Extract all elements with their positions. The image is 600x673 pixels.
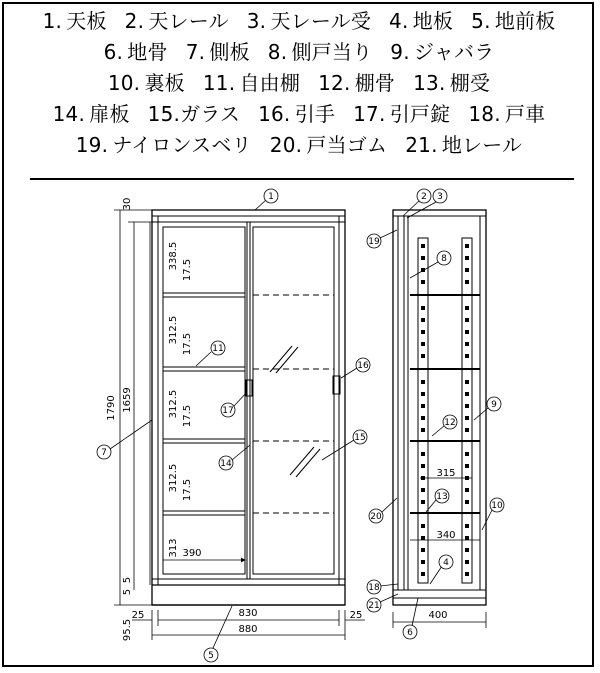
callout-6 [403,598,418,639]
svg-text:4: 4 [443,558,449,568]
legend-item: 2. 天レール [124,9,229,33]
callout-7 [97,420,152,459]
dim-base-height: 95.5 [122,618,133,642]
legend-item: 7. 側板 [185,40,250,64]
callout-12 [432,415,457,436]
callout-17 [221,392,247,417]
svg-text:19: 19 [368,237,380,247]
dim-top-board: 30 [122,197,133,211]
legend-item: 3. 天レール受 [246,9,372,33]
legend-item: 11. 自由棚 [202,71,301,95]
svg-text:14: 14 [220,459,232,469]
svg-text:7: 7 [101,448,107,458]
legend-item: 17. 引戸錠 [353,102,451,126]
dim-shelf-thickness: 17.5 [182,478,193,502]
svg-text:15: 15 [354,433,366,443]
svg-text:2: 2 [421,192,427,202]
dim-side-shelf-depth: 340 [436,530,456,541]
legend-item: 21. 地レール [405,133,523,157]
dim-shelf-space: 312.5 [168,315,179,345]
legend-item: 1. 天板 [42,9,107,33]
callout-2 [403,189,431,216]
svg-text:13: 13 [436,492,448,502]
side-view [393,210,486,605]
legend-item: 14. 扉板 [52,102,130,126]
svg-text:5: 5 [208,651,214,661]
dim-inner-height: 1659 [122,387,133,413]
svg-text:20: 20 [370,512,382,522]
svg-text:18: 18 [368,583,380,593]
callout-10 [482,498,504,530]
dim-side-depth: 400 [428,610,448,621]
dim-inner-width: 830 [238,608,258,619]
legend-item: 18. 戸車 [468,102,546,126]
svg-text:3: 3 [437,192,443,202]
svg-text:8: 8 [441,254,447,264]
callout-8 [410,251,451,278]
legend-item: 12. 棚骨 [318,71,396,95]
svg-text:12: 12 [444,418,456,428]
callout-5 [204,606,232,662]
dim-overall-height: 1790 [106,395,117,421]
dim-shelf-space: 312.5 [168,389,179,419]
legend-item: 16. 引手 [258,102,336,126]
svg-text:6: 6 [407,628,413,638]
svg-text:9: 9 [491,400,497,410]
callout-13 [426,489,449,512]
svg-text:10: 10 [491,501,503,511]
dim-shelf-space: 312.5 [168,463,179,493]
dim-bottom-gap: 5 [122,588,133,596]
legend-item: 15.ガラス [147,102,241,126]
callout-9 [474,397,501,420]
legend-item: 19. ナイロンスベリ [75,133,252,157]
front-view [152,210,345,605]
dim-shelf-thickness: 17.5 [182,258,193,282]
dim-overall-width: 880 [238,624,258,635]
legend-item: 6. 地骨 [103,40,168,64]
dim-side-right: 25 [349,610,363,621]
svg-text:1: 1 [268,192,274,202]
dim-shelf-thickness: 17.5 [182,332,193,356]
callout-11 [196,341,225,366]
svg-text:17: 17 [222,406,234,416]
svg-text:16: 16 [357,361,369,371]
svg-text:21: 21 [368,601,380,611]
dim-shelf-width: 390 [182,548,202,559]
legend-item: 5. 地前板 [471,9,556,33]
legend-item: 9. ジャバラ [390,40,495,64]
legend-item: 10. 裏板 [107,71,185,95]
dim-shelf-space: 338.5 [168,241,179,271]
legend-item: 20. 戸当ゴム [269,133,388,157]
callout-4 [430,555,453,584]
legend-item: 8. 側戸当り [267,40,373,64]
svg-text:11: 11 [212,344,224,354]
dim-shelf-space: 313 [168,538,179,558]
legend-item: 13. 棚受 [413,71,491,95]
callout-1 [255,189,278,210]
dim-bottom-gap: 5 [122,576,133,584]
legend-item: 4. 地板 [389,9,454,33]
dim-side-shelf-width: 315 [436,468,456,479]
dim-side-left: 25 [131,610,145,621]
dim-shelf-thickness: 17.5 [182,404,193,428]
